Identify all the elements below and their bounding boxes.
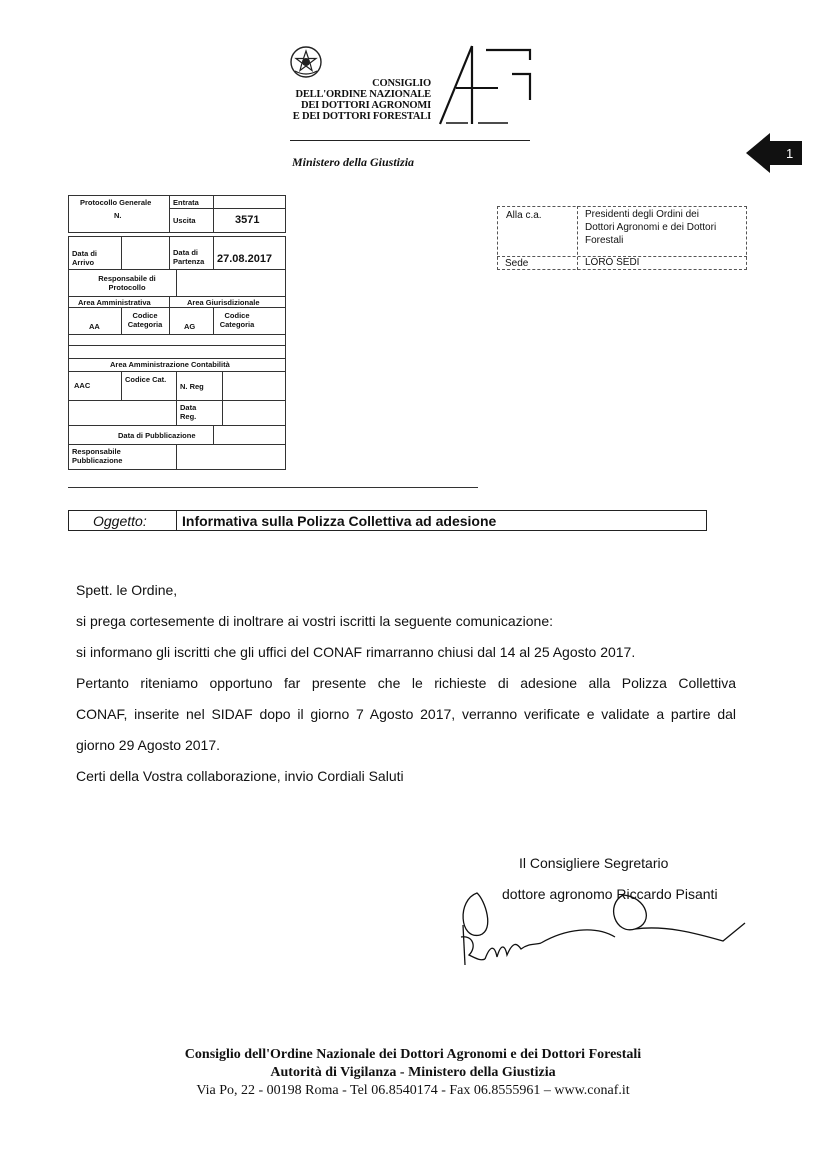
sede-label: Sede xyxy=(505,258,529,269)
uscita-value: 3571 xyxy=(235,214,260,226)
republic-emblem-icon xyxy=(289,45,323,79)
data-pubblicazione-label: Data di Pubblicazione xyxy=(118,431,196,440)
org-name-line-1: CONSIGLIO xyxy=(372,78,431,89)
page-number-arrow xyxy=(744,131,804,175)
n-reg-label: N. Reg xyxy=(180,382,204,391)
org-name-line-3: DEI DOTTORI AGRONOMI xyxy=(301,100,431,111)
codice-cat-label: Codice Cat. xyxy=(125,375,167,384)
org-name-line-4: E DEI DOTTORI FORESTALI xyxy=(292,111,431,122)
protocol-table xyxy=(68,195,286,470)
closing: Certi della Vostra collaborazione, invio Cordiali Saluti xyxy=(76,768,404,784)
codice-categoria-ag-label: Codice Categoria xyxy=(219,311,255,329)
subject-label: Oggetto: xyxy=(93,513,147,529)
protocol-n-label: N. xyxy=(114,211,122,220)
alla-ca-label: Alla c.a. xyxy=(506,210,542,221)
data-partenza-label: Data di Partenza xyxy=(173,248,205,266)
ag-label: AG xyxy=(184,322,196,331)
responsabile-protocollo-label: Responsabile di Protocollo xyxy=(98,274,156,292)
signatory-name: dottore agronomo Riccardo Pisanti xyxy=(502,886,718,902)
area-contabilita-label: Area Amministrazione Contabilità xyxy=(110,360,230,369)
footer-line-1: Consiglio dell'Ordine Nazionale dei Dottori Agronomi e dei Dottori Forestali xyxy=(184,1047,642,1062)
data-partenza-value: 27.08.2017 xyxy=(217,253,273,265)
body-paragraph-3-line-1: Pertanto riteniamo opportuno far presente che le richieste di adesione alla Polizza Collettiva xyxy=(76,675,736,691)
page-number: 1 xyxy=(786,146,794,161)
entrata-label: Entrata xyxy=(173,198,199,207)
header-rule xyxy=(290,140,530,141)
body-paragraph-2: si informano gli iscritti che gli uffici del CONAF rimarranno chiusi dal 14 al 25 Agosto 2017. xyxy=(76,644,636,660)
recipient-line-1: Presidenti degli Ordini dei xyxy=(585,209,699,220)
responsabile-pubblicazione-label: Responsabile Pubblicazione xyxy=(72,447,123,465)
subject-box xyxy=(68,510,707,531)
data-reg-label: Data Reg. xyxy=(180,403,197,421)
greeting: Spett. le Ordine, xyxy=(76,582,178,598)
area-amministrativa-label: Area Amministrativa xyxy=(78,298,151,307)
footer-line-3: Via Po, 22 - 00198 Roma - Tel 06.8540174 - Fax 06.8555961 – www.conaf.it xyxy=(196,1083,630,1098)
signatory-role: Il Consigliere Segretario xyxy=(519,855,669,871)
aa-label: AA xyxy=(89,322,100,331)
body-paragraph-3-line-2: CONAF, inserite nel SIDAF dopo il giorno 7 Agosto 2017, verranno verificate e validate a partire dal xyxy=(76,706,736,722)
af-logo xyxy=(438,44,534,130)
body-paragraph-1: si prega cortesemente di inoltrare ai vostri iscritti la seguente comunicazione: xyxy=(76,613,554,629)
body-paragraph-3-line-3: giorno 29 Agosto 2017. xyxy=(76,737,221,753)
protocollo-generale-label: Protocollo Generale xyxy=(80,198,152,207)
subject-text: Informativa sulla Polizza Collettiva ad adesione xyxy=(182,513,497,529)
footer-line-2: Autorità di Vigilanza - Ministero della Giustizia xyxy=(270,1065,556,1080)
addressee-box xyxy=(497,206,747,270)
org-name-line-2: DELL'ORDINE NAZIONALE xyxy=(295,89,431,100)
recipient-line-2: Dottori Agronomi e dei Dottori xyxy=(585,222,717,233)
data-arrivo-label: Data di Arrivo xyxy=(72,249,98,267)
subject-divider xyxy=(176,511,177,530)
area-giurisdizionale-label: Area Giurisdizionale xyxy=(187,298,260,307)
codice-categoria-aa-label: Codice Categoria xyxy=(127,311,163,329)
ministry-name: Ministero della Giustizia xyxy=(292,155,415,169)
uscita-label: Uscita xyxy=(173,216,196,225)
handwritten-signature xyxy=(455,885,755,975)
aac-label: AAC xyxy=(74,381,91,390)
recipient-line-3: Forestali xyxy=(585,235,624,246)
sede-value: LORO SEDI xyxy=(585,257,640,268)
separator-line xyxy=(68,487,478,488)
